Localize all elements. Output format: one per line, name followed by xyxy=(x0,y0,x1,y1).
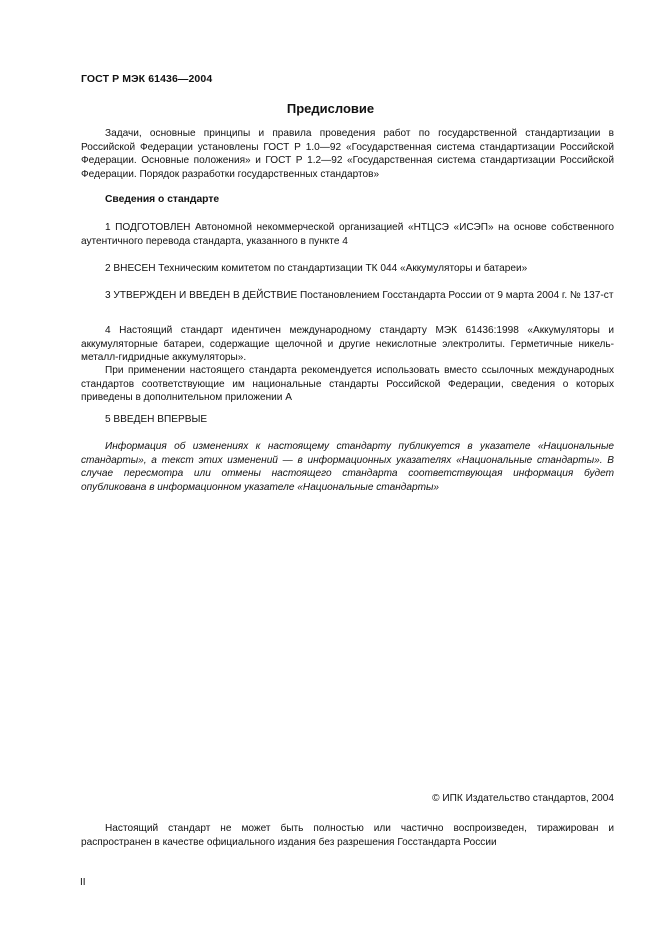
legal-notice-paragraph: Настоящий стандарт не может быть полностью или частично воспроизведен, тиражирован и распространен в качестве официального издания без разрешения Госстандарта России xyxy=(81,823,614,848)
page-title: Предисловие xyxy=(286,101,375,116)
item-3-paragraph: 3 УТВЕРЖДЕН И ВВЕДЕН В ДЕЙСТВИЕ Постановлением Госстандарта России от 9 марта 2004 г. № 137-ст xyxy=(105,290,614,301)
copyright-line: © ИПК Издательство стандартов, 2004 xyxy=(432,793,614,804)
item-2-paragraph: 2 ВНЕСЕН Техническим комитетом по стандартизации ТК 044 «Аккумуляторы и батареи» xyxy=(105,263,528,274)
section-heading: Сведения о стандарте xyxy=(105,194,220,205)
item-4-paragraph: 4 Настоящий стандарт идентичен международному стандарту МЭК 61436:1998 «Аккумуляторы и аккумуляторные батареи, содержащие щелочной и другие некислотные электролиты. Герметичные никель-металл-гидридные аккумуляторы». xyxy=(81,325,614,363)
intro-paragraph: Задачи, основные принципы и правила проведения работ по государственной стандартизации в Российской Федерации установлены ГОСТ Р 1.0—92 «Государственная система стандартизации Российской Федерации. Основные положения» и ГОСТ Р 1.2—92 «Государственная система стандартизации Российской Федерации. Порядок разработки государственных стандартов» xyxy=(81,128,614,180)
page-number: II xyxy=(80,877,86,888)
document-code-header: ГОСТ Р МЭК 61436—2004 xyxy=(81,73,213,85)
info-notice-paragraph: Информация об изменениях к настоящему стандарту публикуется в указателе «Национальные стандарты», а текст этих изменений — в информационных указателях «Национальные стандарты». В случае пересмотра или отмены настоящего стандарта соответствующая информация будет опубликована в информационном указателе «Национальные стандарты» xyxy=(81,441,614,493)
item-4-note-paragraph: При применении настоящего стандарта рекомендуется использовать вместо ссылочных международных стандартов соответствующие им национальные стандарты Российской Федерации, сведения о которых приведены в дополнительном приложении А xyxy=(81,365,614,403)
item-5-paragraph: 5 ВВЕДЕН ВПЕРВЫЕ xyxy=(105,414,208,425)
item-1-paragraph: 1 ПОДГОТОВЛЕН Автономной некоммерческой организацией «НТЦСЭ «ИСЭП» на основе собственного аутентичного перевода стандарта, указанного в пункте 4 xyxy=(81,222,614,247)
